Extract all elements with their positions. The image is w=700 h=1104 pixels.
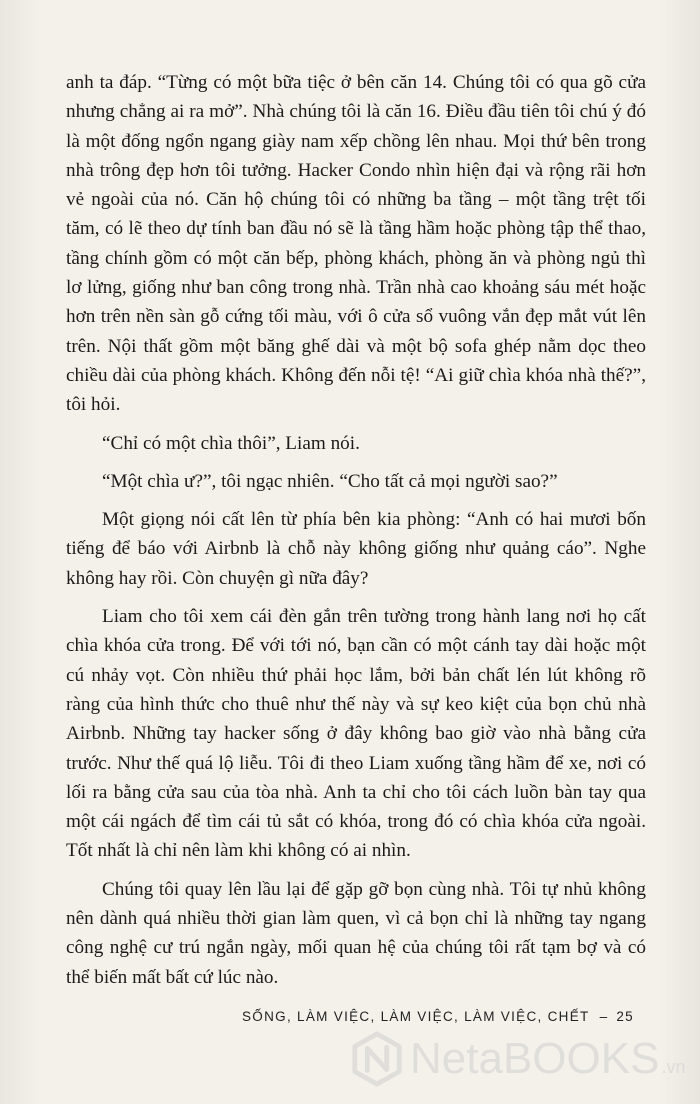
running-title: SỐNG, LÀM VIỆC, LÀM VIỆC, LÀM VIỆC, CHẾT: [242, 1009, 590, 1024]
paragraph-5: Liam cho tôi xem cái đèn gắn trên tường trong hành lang nơi họ cất chìa khóa cửa trong. Để với tới nó, bạn cần có một cánh tay dài hoặc một cú nhảy vọt. Còn nhiều thứ phải học lắm, bởi bản chất lén lút không rõ ràng của hình thức cho thuê như thế này và sự keo kiệt của bọn chủ nhà Airbnb. Những tay hacker sống ở đây không bao giờ vào nhà bằng cửa trước. Như thế quá lộ liễu. Tôi đi theo Liam xuống tầng hầm để xe, nơi có lối ra bằng cửa sau của tòa nhà. Anh ta chỉ cho tôi cách luồn bàn tay qua một cái ngách để tìm cái tủ sắt có khóa, trong đó có chìa khóa cửa ngoài. Tốt nhất là chỉ nên làm khi không có ai nhìn.: [66, 606, 646, 862]
watermark-text: [410, 1034, 685, 1084]
footer-separator: –: [599, 1009, 609, 1024]
paragraph-1: anh ta đáp. “Từng có một bữa tiệc ở bên căn 14. Chúng tôi có qua gõ cửa nhưng chẳng ai ra mở”. Nhà chúng tôi là căn 16. Điều đầu tiên tôi chú ý đó là một đống ngổn ngang giày nam xếp chồng lên nhau. Mọi thứ bên trong nhà trông đẹp hơn tôi tưởng. Hacker Condo nhìn hiện đại và rộng rãi hơn vẻ ngoài của nó. Căn hộ chúng tôi có những ba tầng – một tầng trệt tối tăm, có lẽ theo dự tính ban đầu nó sẽ là tầng hầm hoặc phòng tập thể thao, tầng chính gồm có một căn bếp, phòng khách, phòng ăn và phòng ngủ thì lơ lửng, giống như ban công trong nhà. Trần nhà cao khoảng sáu mét hoặc hơn trên nền sàn gỗ cứng tối màu, với ô cửa sổ vuông vắn đẹp mắt vút lên trên. Nội thất gồm một băng ghế dài và một bộ sofa ghép nằm dọc theo chiều dài của phòng khách. Không đến nỗi tệ! “Ai giữ chìa khóa nhà thế?”, tôi hỏi.: [66, 72, 646, 416]
watermark-suffix: .vn: [661, 1057, 686, 1077]
netabooks-logo-icon: [348, 1030, 406, 1088]
watermark: [348, 1028, 688, 1090]
page-number: 25: [616, 1009, 634, 1024]
paragraph-4: Một giọng nói cất lên từ phía bên kia phòng: “Anh có hai mươi bốn tiếng để báo với Airbnb là chỗ này không giống như quảng cáo”. Nghe không hay rồi. Còn chuyện gì nữa đây?: [66, 509, 646, 589]
paragraph-2: “Chỉ có một chìa thôi”, Liam nói.: [102, 432, 360, 454]
paragraph-3: “Một chìa ư?”, tôi ngạc nhiên. “Cho tất cả mọi người sao?”: [102, 470, 558, 492]
running-footer: [242, 1009, 634, 1024]
watermark-brand: NetaBOOKS: [410, 1034, 660, 1083]
paragraph-6: Chúng tôi quay lên lầu lại để gặp gỡ bọn cùng nhà. Tôi tự nhủ không nên dành quá nhiều thời gian làm quen, vì cả bọn chỉ là những tay ngang công nghệ cư trú ngắn ngày, mối quan hệ của chúng tôi rất tạm bợ và có thể biến mất bất cứ lúc nào.: [66, 878, 646, 988]
body-text: [66, 68, 646, 992]
